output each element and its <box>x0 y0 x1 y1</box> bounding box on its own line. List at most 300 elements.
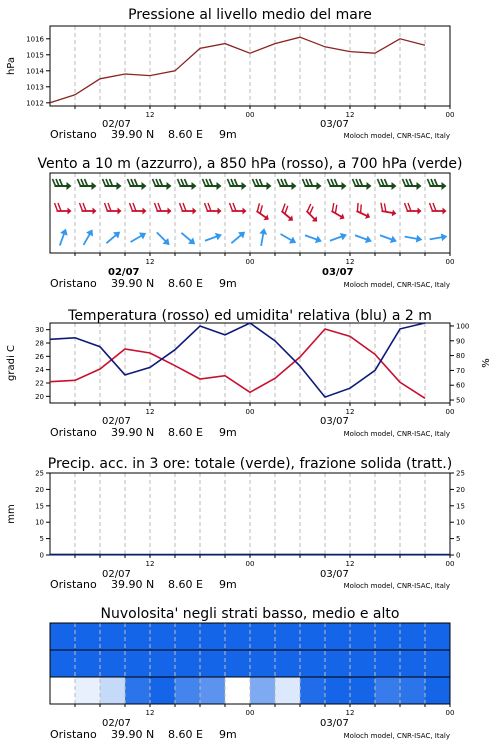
barb-head <box>292 182 297 190</box>
station-name: Oristano <box>50 578 97 591</box>
y-tick-label: 1014 <box>26 67 44 76</box>
wind-date-label-2: 03/07 <box>322 267 354 278</box>
wind-arrow-10m <box>279 231 299 247</box>
barb-flag <box>406 179 409 186</box>
cloud-cell <box>100 623 126 650</box>
cloud-cell <box>400 677 426 704</box>
cloud-cell <box>425 623 451 650</box>
wind-barb-850 <box>55 203 72 215</box>
station-elevation: 9m <box>219 128 237 141</box>
barb-flag <box>183 203 186 211</box>
cloud-cell <box>300 677 326 704</box>
x-tick-label: 00 <box>445 408 455 416</box>
barb-flag <box>110 179 113 186</box>
barb-head <box>243 208 247 215</box>
barb-head <box>192 182 197 190</box>
station-lat: 39.90 N <box>111 128 155 141</box>
cloud-cell <box>250 623 276 650</box>
cloud-cell <box>75 650 101 677</box>
wind-barb-700 <box>203 179 222 190</box>
barb-flag <box>135 179 138 186</box>
model-credit: Moloch model, CNR-ISAC, Italy <box>343 132 450 140</box>
cloud-cell <box>100 650 126 677</box>
cloud-cell <box>425 650 451 677</box>
barb-head <box>218 208 222 215</box>
wind-barb-850 <box>405 203 422 215</box>
station-elevation: 9m <box>219 426 237 439</box>
barb-head <box>242 182 247 190</box>
wind-barb-850 <box>155 203 172 215</box>
cloud-cell <box>300 650 326 677</box>
temperature-panel <box>6 308 492 439</box>
arrow-head <box>365 236 373 246</box>
wind-barb-850 <box>303 204 323 224</box>
x-tick-label: 00 <box>245 408 255 416</box>
barb-flag <box>156 179 159 186</box>
barb-flag <box>281 179 284 186</box>
barb-flag <box>410 179 413 186</box>
x-tick-label: 12 <box>345 560 355 568</box>
barb-flag <box>153 179 156 186</box>
y-tick-label: 25 <box>35 469 44 478</box>
station-name: Oristano <box>50 426 97 439</box>
pressure-frame <box>50 26 450 106</box>
wind-barb-700 <box>53 179 72 190</box>
barb-flag <box>353 179 356 186</box>
barb-flag <box>385 179 388 186</box>
y-tick-label: 50 <box>456 396 465 405</box>
wind-barb-700 <box>178 179 197 190</box>
station-lon: 8.60 E <box>168 277 203 290</box>
barb-flag <box>381 179 384 186</box>
y-tick-label: 20 <box>456 485 465 494</box>
wind-barb-850 <box>205 203 222 215</box>
precip-date-label-2: 03/07 <box>320 569 349 580</box>
cloud-cell <box>425 677 451 704</box>
barb-head <box>143 208 147 215</box>
barb-flag <box>355 203 361 212</box>
barb-head <box>68 208 72 215</box>
cloud-cell <box>150 623 176 650</box>
cloud-cell <box>325 650 351 677</box>
wind-arrow-10m <box>429 232 448 243</box>
barb-head <box>67 182 72 190</box>
barb-flag <box>306 179 309 186</box>
cloud-cell <box>225 677 251 704</box>
x-tick-label: 00 <box>445 111 455 119</box>
cloud-cell <box>75 677 101 704</box>
barb-head <box>167 182 172 190</box>
barb-flag <box>185 179 188 186</box>
precip-frame <box>50 473 450 555</box>
cloud-date-label-2: 03/07 <box>320 718 349 729</box>
arrow-head <box>289 237 298 247</box>
arrow-head <box>139 230 148 240</box>
wind-arrow-10m <box>354 232 374 246</box>
barb-flag <box>228 179 231 186</box>
model-credit: Moloch model, CNR-ISAC, Italy <box>343 281 450 289</box>
barb-flag <box>278 179 281 186</box>
x-tick-label: 12 <box>345 258 355 266</box>
barb-head <box>317 182 322 190</box>
precip-panel <box>6 456 465 591</box>
wind-arrow-10m <box>104 229 123 247</box>
cloud-cell <box>125 677 151 704</box>
station-lon: 8.60 E <box>168 578 203 591</box>
wind-10m-arrows <box>56 227 448 248</box>
barb-flag <box>360 179 363 186</box>
barb-flag <box>160 179 163 186</box>
wind-arrow-10m <box>154 230 172 248</box>
arrow-head <box>416 235 423 244</box>
cloud-cell <box>325 677 351 704</box>
wind-arrow-10m <box>379 232 399 246</box>
arrow-head <box>441 232 448 241</box>
wind-arrow-10m <box>179 230 198 248</box>
barb-head <box>92 182 97 190</box>
y-tick-label: 90 <box>456 337 465 346</box>
y-tick-label: 10 <box>35 518 44 527</box>
precip-y-ticks-right <box>450 470 465 560</box>
model-credit: Moloch model, CNR-ISAC, Italy <box>343 732 450 740</box>
precip-ylabel: mm <box>6 504 17 524</box>
y-tick-label: 1012 <box>26 99 44 108</box>
cloud-title: Nuvolosita' negli strati basso, medio e alto <box>100 606 400 622</box>
station-lat: 39.90 N <box>111 578 155 591</box>
x-tick-label: 00 <box>245 258 255 266</box>
barb-flag <box>105 203 108 211</box>
barb-flag <box>405 203 408 211</box>
wind-arrow-10m <box>257 227 268 246</box>
wind-arrow-10m <box>204 231 224 245</box>
x-tick-label: 12 <box>345 709 355 717</box>
x-tick-label: 00 <box>445 258 455 266</box>
pressure-x-ticks <box>75 106 454 119</box>
barb-head <box>418 208 422 215</box>
barb-flag <box>206 179 209 186</box>
cloud-cell <box>150 650 176 677</box>
wind-barb-850 <box>253 203 274 222</box>
barb-flag <box>378 179 381 186</box>
x-tick-label: 00 <box>245 709 255 717</box>
wind-barb-850 <box>278 204 298 224</box>
wind-850hpa-barbs <box>55 203 447 224</box>
temperature-date-label-1: 02/07 <box>102 416 131 427</box>
wind-arrow-10m <box>304 232 324 246</box>
pressure-line <box>50 37 425 103</box>
cloud-cell <box>150 677 176 704</box>
pressure-title: Pressione al livello medio del mare <box>128 7 372 23</box>
x-tick-label: 12 <box>145 709 155 717</box>
temperature-y-ticks <box>35 326 50 401</box>
humidity-ylabel: % <box>481 358 492 368</box>
wind-grid <box>75 173 425 253</box>
cloud-cell <box>200 650 226 677</box>
wind-arrow-10m <box>80 227 96 247</box>
y-tick-label: 80 <box>456 352 465 361</box>
y-tick-label: 1013 <box>26 83 44 92</box>
wind-x-ticks <box>75 253 454 266</box>
station-lon: 8.60 E <box>168 728 203 741</box>
station-lat: 39.90 N <box>111 728 155 741</box>
barb-flag <box>180 203 183 211</box>
cloud-panel <box>50 606 454 741</box>
arrow-head <box>315 236 323 246</box>
cloud-cell <box>175 623 201 650</box>
barb-flag <box>335 179 338 186</box>
wind-arrow-10m <box>404 233 423 244</box>
arrow-head <box>259 227 268 234</box>
cloud-cell <box>375 650 401 677</box>
wind-barb-700 <box>78 179 97 190</box>
y-tick-label: 20 <box>35 485 44 494</box>
y-tick-label: 15 <box>456 502 465 511</box>
barb-flag <box>235 179 238 186</box>
barb-flag <box>106 179 109 186</box>
barb-flag <box>233 203 236 211</box>
cloud-cell <box>125 650 151 677</box>
barb-flag <box>408 203 411 211</box>
barb-flag <box>178 179 181 186</box>
barb-flag <box>103 179 106 186</box>
y-tick-label: 28 <box>35 339 44 348</box>
cloud-cell <box>375 623 401 650</box>
wind-barb-700 <box>253 179 272 190</box>
temperature-grid <box>75 323 425 403</box>
arrow-head <box>390 236 398 246</box>
barb-flag <box>230 203 233 211</box>
barb-flag <box>181 179 184 186</box>
precip-bars <box>50 554 450 555</box>
y-tick-label: 20 <box>35 392 44 401</box>
wind-barb-850 <box>80 203 97 215</box>
cloud-cell <box>350 677 376 704</box>
wind-barb-850 <box>105 203 122 215</box>
barb-flag <box>260 179 263 186</box>
temperature-ylabel: gradi C <box>6 345 17 381</box>
cloud-cell <box>50 623 76 650</box>
date-label-1: 02/07 <box>102 119 131 130</box>
barb-flag <box>310 179 313 186</box>
wind-arrow-10m <box>329 231 349 245</box>
y-tick-label: 0 <box>456 551 461 560</box>
cloud-cell <box>350 650 376 677</box>
barb-flag <box>56 179 59 186</box>
station-footer <box>50 277 450 290</box>
barb-head <box>417 182 422 190</box>
barb-flag <box>81 179 84 186</box>
arrow-head <box>340 231 348 241</box>
barb-flag <box>85 179 88 186</box>
barb-flag <box>155 203 158 211</box>
y-tick-label: 1016 <box>26 35 44 44</box>
barb-head <box>267 182 272 190</box>
y-tick-label: 5 <box>456 535 461 544</box>
precip-x-ticks <box>75 555 454 568</box>
cloud-cell <box>400 623 426 650</box>
x-tick-label: 12 <box>345 111 355 119</box>
cloud-cell <box>375 677 401 704</box>
wind-title: Vento a 10 m (azzurro), a 850 hPa (rosso), a 700 hPa (verde) <box>37 156 463 172</box>
cloud-cell <box>350 623 376 650</box>
y-tick-label: 30 <box>35 326 44 335</box>
barb-flag <box>433 203 436 211</box>
wind-barb-850 <box>328 203 348 221</box>
barb-flag <box>403 179 406 186</box>
x-tick-label: 00 <box>445 709 455 717</box>
y-tick-label: 70 <box>456 366 465 375</box>
barb-flag <box>128 179 131 186</box>
wind-arrow-10m <box>129 230 149 246</box>
y-tick-label: 25 <box>456 469 465 478</box>
station-name: Oristano <box>50 728 97 741</box>
barb-head <box>365 212 372 220</box>
barb-flag <box>430 203 433 211</box>
barb-flag <box>435 179 438 186</box>
barb-head <box>392 209 397 217</box>
pressure-ylabel: hPa <box>6 56 17 76</box>
cloud-cell <box>275 677 301 704</box>
cloud-cell <box>275 623 301 650</box>
barb-flag <box>256 179 259 186</box>
y-tick-label: 24 <box>35 366 44 375</box>
x-tick-label: 00 <box>445 560 455 568</box>
cloud-cell <box>75 623 101 650</box>
station-footer <box>50 728 450 741</box>
temperature-title: Temperatura (rosso) ed umidita' relativa (blu) a 2 m <box>68 308 432 324</box>
temperature-x-ticks <box>75 403 454 416</box>
barb-flag <box>210 179 213 186</box>
barb-flag <box>205 203 208 211</box>
wind-arrow-10m <box>56 227 70 247</box>
cloud-cell <box>175 650 201 677</box>
wind-barb-700 <box>128 179 147 190</box>
date-label-2: 03/07 <box>320 119 349 130</box>
barb-flag <box>285 179 288 186</box>
model-credit: Moloch model, CNR-ISAC, Italy <box>343 430 450 438</box>
cloud-cell <box>325 623 351 650</box>
barb-flag <box>158 203 161 211</box>
y-tick-label: 5 <box>39 535 44 544</box>
x-tick-label: 00 <box>245 111 255 119</box>
precip-date-label-1: 02/07 <box>102 569 131 580</box>
pressure-y-ticks <box>26 35 50 107</box>
wind-barb-700 <box>378 179 397 190</box>
cloud-cell <box>400 650 426 677</box>
cloud-cell <box>50 650 76 677</box>
barb-flag <box>303 179 306 186</box>
arrow-head <box>60 227 70 235</box>
barb-flag <box>208 203 211 211</box>
x-tick-label: 00 <box>245 560 255 568</box>
barb-head <box>193 208 197 215</box>
barb-flag <box>83 203 86 211</box>
x-tick-label: 12 <box>145 560 155 568</box>
model-credit: Moloch model, CNR-ISAC, Italy <box>343 582 450 590</box>
x-tick-label: 12 <box>145 111 155 119</box>
cloud-cell <box>200 677 226 704</box>
barb-flag <box>80 203 83 211</box>
station-name: Oristano <box>50 277 97 290</box>
station-elevation: 9m <box>219 277 237 290</box>
wind-barb-850 <box>130 203 147 215</box>
cloud-cell <box>200 623 226 650</box>
barb-head <box>342 182 347 190</box>
barb-flag <box>231 179 234 186</box>
station-lat: 39.90 N <box>111 426 155 439</box>
temperature-frame <box>50 323 450 403</box>
wind-barb-700 <box>403 179 422 190</box>
barb-head <box>443 208 447 215</box>
barb-head <box>118 208 122 215</box>
barb-flag <box>203 179 206 186</box>
cloud-cell <box>225 623 251 650</box>
wind-barb-850 <box>430 203 447 215</box>
arrow-head <box>215 231 223 241</box>
precip-y-ticks <box>35 470 50 560</box>
wind-barb-700 <box>303 179 322 190</box>
cloud-cells <box>50 623 451 704</box>
wind-barb-850 <box>353 203 373 221</box>
precip-grid <box>75 473 425 555</box>
wind-barb-700 <box>278 179 297 190</box>
wind-arrow-10m <box>229 229 248 247</box>
station-name: Oristano <box>50 128 97 141</box>
barb-head <box>217 182 222 190</box>
wind-barb-700 <box>428 179 447 190</box>
barb-flag <box>58 203 61 211</box>
barb-flag <box>130 203 133 211</box>
station-lon: 8.60 E <box>168 128 203 141</box>
station-lon: 8.60 E <box>168 426 203 439</box>
cloud-cell <box>250 677 276 704</box>
barb-flag <box>428 179 431 186</box>
cloud-cell <box>125 623 151 650</box>
wind-barb-700 <box>353 179 372 190</box>
station-elevation: 9m <box>219 578 237 591</box>
cloud-date-label-1: 02/07 <box>102 718 131 729</box>
temperature-line <box>50 329 425 398</box>
barb-head <box>93 208 97 215</box>
barb-flag <box>131 179 134 186</box>
barb-flag <box>78 179 81 186</box>
y-tick-label: 26 <box>35 352 44 361</box>
barb-flag <box>431 179 434 186</box>
arrow-head <box>86 227 96 236</box>
barb-head <box>367 182 372 190</box>
barb-flag <box>328 179 331 186</box>
wind-barb-850 <box>379 203 398 217</box>
y-tick-label: 0 <box>39 551 44 560</box>
cloud-cell <box>300 623 326 650</box>
wind-barb-700 <box>103 179 122 190</box>
wind-barb-700 <box>228 179 247 190</box>
barb-flag <box>380 203 384 211</box>
y-tick-label: 10 <box>456 518 465 527</box>
wind-barb-850 <box>180 203 197 215</box>
x-tick-label: 12 <box>345 408 355 416</box>
cloud-cell <box>225 650 251 677</box>
barb-head <box>392 182 397 190</box>
barb-flag <box>60 179 63 186</box>
pressure-panel <box>6 7 454 141</box>
station-elevation: 9m <box>219 728 237 741</box>
station-lat: 39.90 N <box>111 277 155 290</box>
barb-flag <box>133 203 136 211</box>
humidity-line <box>50 323 425 397</box>
station-footer <box>50 426 450 439</box>
pressure-grid <box>75 26 425 106</box>
